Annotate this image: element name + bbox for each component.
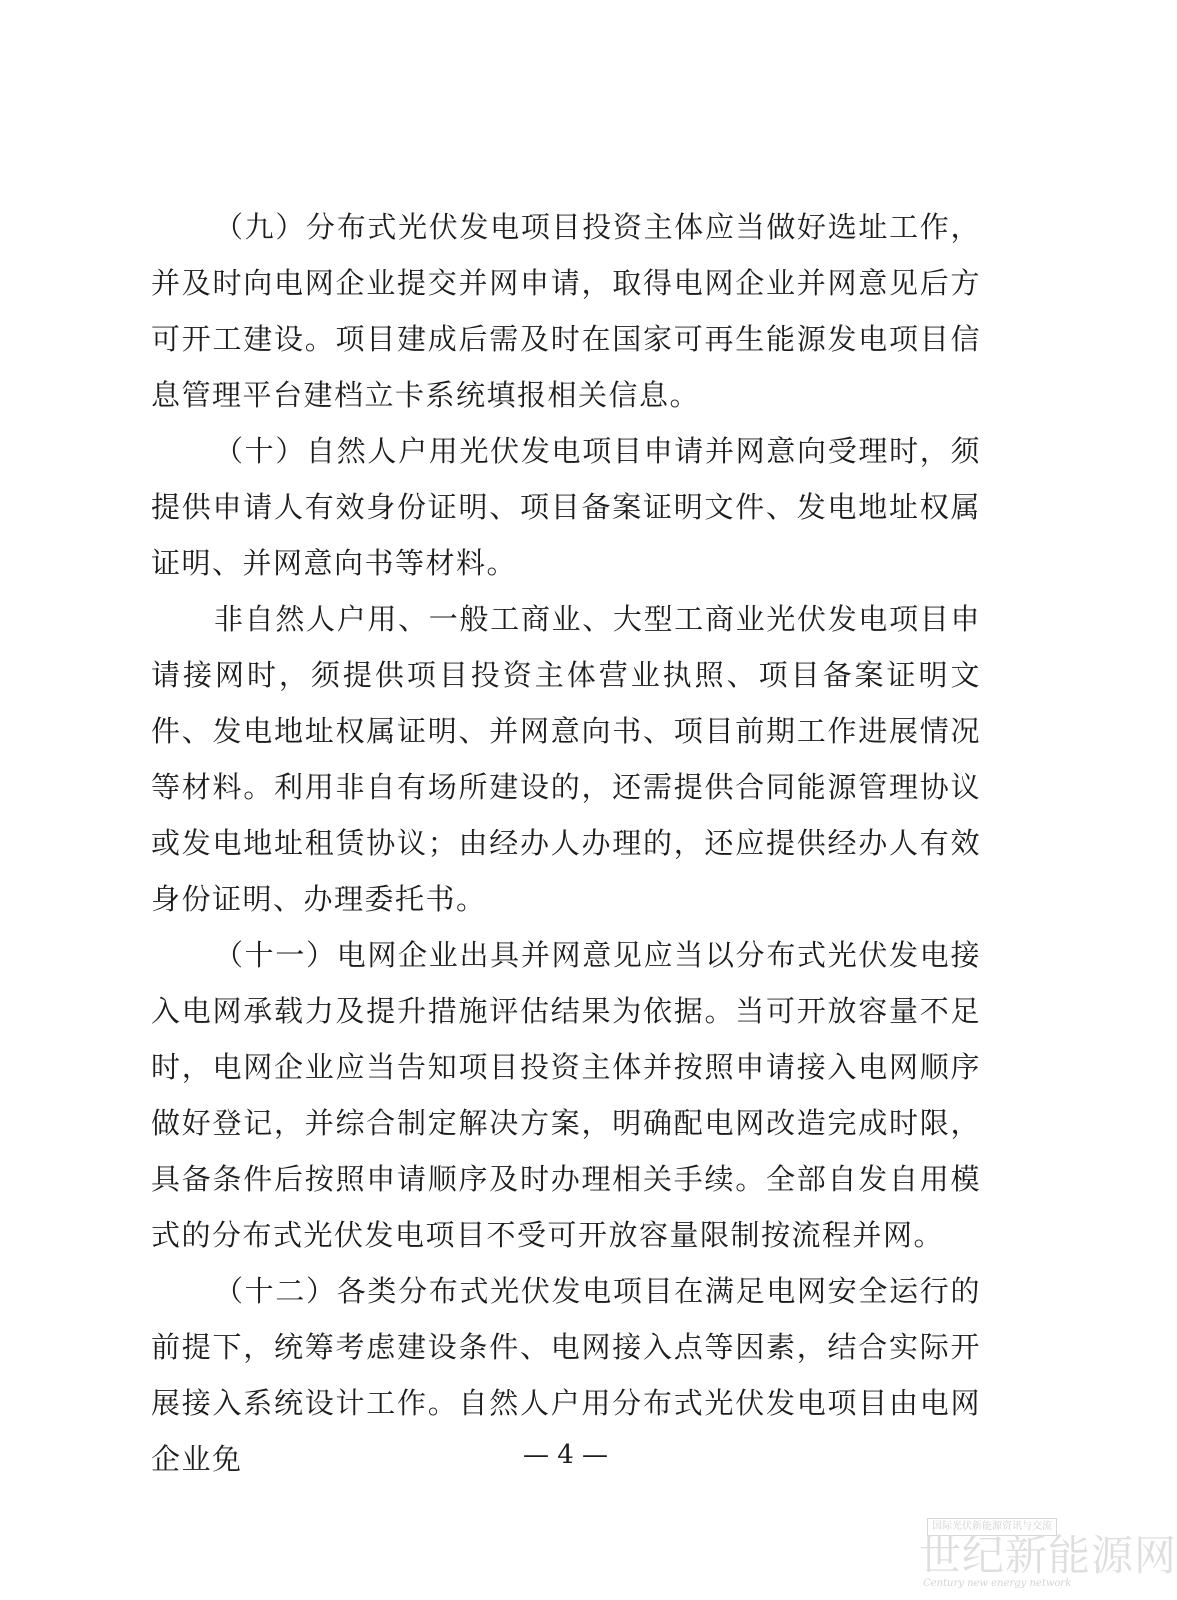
- page-number: — 4 —: [522, 1440, 609, 1470]
- paragraph-12: （十二）各类分布式光伏发电项目在满足电网安全运行的前提下，统筹考虑建设条件、电网接入点等因素，结合实际开展接入系统设计工作。自然人户用分布式光伏发电项目由电网企业免: [151, 1274, 981, 1476]
- paragraph-10-continued: 非自然人户用、一般工商业、大型工商业光伏发电项目申请接网时，须提供项目投资主体营业执照、项目备案证明文件、发电地址权属证明、并网意向书、项目前期工作进展情况等材料。利用非自有场所建设的，还需提供合同能源管理协议或发电地址租赁协议；由经办人办理的，还应提供经办人有效身份证明、办理委托书。: [151, 602, 981, 916]
- watermark-logo: [915, 1518, 1177, 1594]
- paragraph-11: （十一）电网企业出具并网意见应当以分布式光伏发电接入电网承载力及提升措施评估结果为依据。当可开放容量不足时，电网企业应当告知项目投资主体并按照申请接入电网顺序做好登记，并综合制定解决方案，明确配电网改造完成时限，具备条件后按照申请顺序及时办理相关手续。全部自发自用模式的分布式光伏发电项目不受可开放容量限制按流程并网。: [151, 938, 981, 1252]
- body-text: [151, 199, 981, 1487]
- paragraph-10: （十）自然人户用光伏发电项目申请并网意向受理时，须提供申请人有效身份证明、项目备案证明文件、发电地址权属证明、并网意向书等材料。: [151, 434, 981, 580]
- watermark-name: 世纪新能源网: [919, 1531, 1177, 1580]
- watermark-english: Century new energy network: [923, 1578, 1072, 1589]
- paragraph-9: （九）分布式光伏发电项目投资主体应当做好选址工作，并及时向电网企业提交并网申请，取得电网企业并网意见后方可开工建设。项目建成后需及时在国家可再生能源发电项目信息管理平台建档立卡系统填报相关信息。: [151, 210, 981, 412]
- watermark-tag: 国际光伏新能源资讯与交流: [927, 1518, 1057, 1536]
